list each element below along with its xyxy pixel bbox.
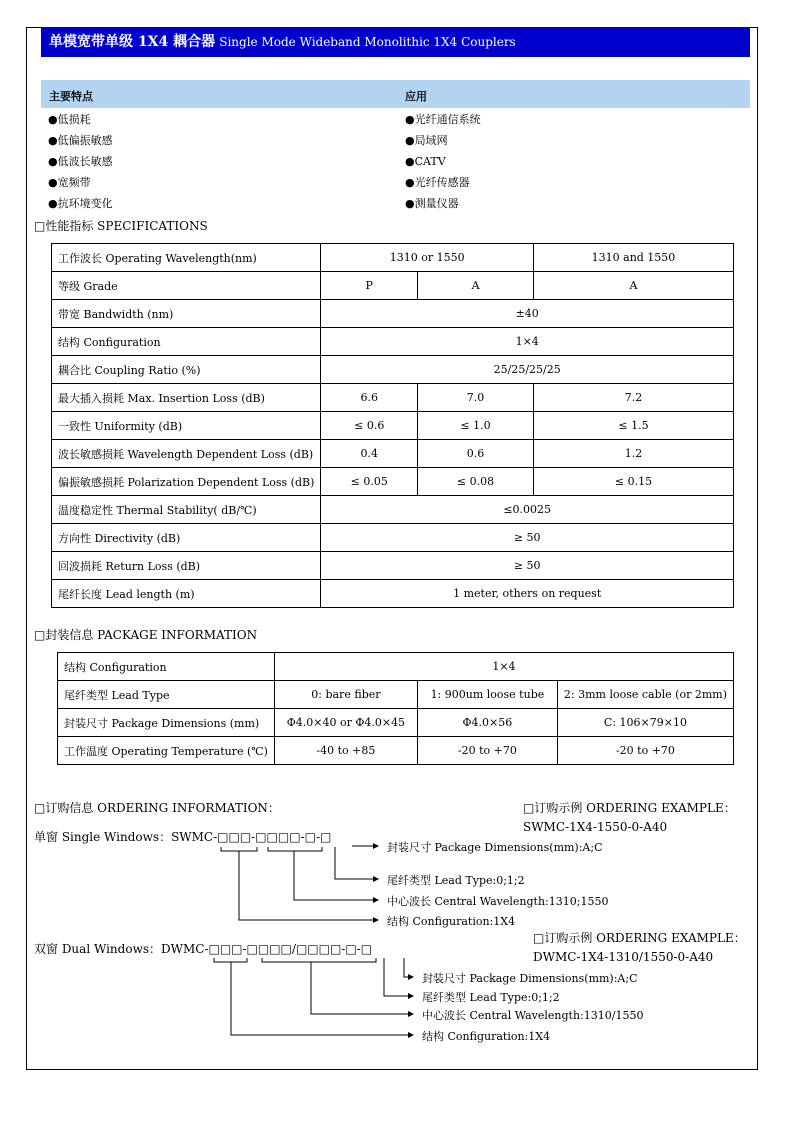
table-cell: 结构 Configuration (58, 653, 275, 681)
single-annotation-wavelength: 中心波长 Central Wavelength:1310;1550 (387, 895, 609, 908)
table-cell: ≤ 0.08 (418, 468, 534, 496)
table-cell: 等级 Grade (52, 272, 321, 300)
table-cell: ≤ 1.0 (418, 412, 534, 440)
dual-example-code: DWMC-1X4-1310/1550-0-A40 (533, 950, 714, 964)
title-cn: 单模宽带单级 1X4 耦合器 (49, 34, 216, 50)
table-cell: ≤ 0.6 (321, 412, 418, 440)
table-cell: -20 to +70 (557, 737, 733, 765)
table-cell: ≥ 50 (321, 552, 734, 580)
table-cell: C: 106×79×10 (557, 709, 733, 737)
table-cell: ≥ 50 (321, 524, 734, 552)
bracket-line (268, 847, 322, 851)
table-cell: 0.4 (321, 440, 418, 468)
single-example-title: □订购示例 ORDERING EXAMPLE： (523, 801, 736, 815)
table-cell: ≤0.0025 (321, 496, 734, 524)
table-cell: 尾纤长度 Lead length (m) (52, 580, 321, 608)
table-cell: ≤ 0.15 (533, 468, 733, 496)
bracket-line (214, 958, 247, 962)
title-en: Single Mode Wideband Monolithic 1X4 Couplers (219, 35, 516, 49)
table-cell: 结构 Configuration (52, 328, 321, 356)
table-cell: 偏振敏感损耗 Polarization Dependent Loss (dB) (52, 468, 321, 496)
table-cell: -40 to +85 (274, 737, 417, 765)
arrow-line (294, 851, 378, 900)
table-cell: 1.2 (533, 440, 733, 468)
table-cell: 2: 3mm loose cable (or 2mm) (557, 681, 733, 709)
table-cell: 温度稳定性 Thermal Stability( dB/℃) (52, 496, 321, 524)
table-cell: 尾纤类型 Lead Type (58, 681, 275, 709)
single-annotation-lead-type: 尾纤类型 Lead Type:0;1;2 (387, 874, 525, 887)
table-cell: Φ4.0×56 (417, 709, 557, 737)
table-cell: 1310 and 1550 (533, 244, 733, 272)
table-cell: P (321, 272, 418, 300)
arrow-line (311, 962, 413, 1014)
table-cell: 封装尺寸 Package Dimensions (mm) (58, 709, 275, 737)
dual-example-title: □订购示例 ORDERING EXAMPLE： (533, 931, 746, 945)
table-cell: Φ4.0×40 or Φ4.0×45 (274, 709, 417, 737)
dual-annotation-lead-type: 尾纤类型 Lead Type:0;1;2 (422, 991, 560, 1004)
dual-annotation-dimensions: 封装尺寸 Package Dimensions(mm):A;C (422, 972, 638, 985)
table-cell: 1 meter, others on request (321, 580, 734, 608)
list-item: ●局域网 (405, 134, 448, 147)
dual-annotation-wavelength: 中心波长 Central Wavelength:1310/1550 (422, 1009, 644, 1022)
table-cell: 0: bare fiber (274, 681, 417, 709)
list-item: ●CATV (405, 155, 446, 168)
single-annotation-configuration: 结构 Configuration:1X4 (387, 915, 516, 928)
arrow-line (335, 847, 378, 879)
list-item: ●测量仪器 (405, 197, 459, 210)
bracket-line (262, 958, 376, 962)
table-cell: 耦合比 Coupling Ratio (%) (52, 356, 321, 384)
single-annotation-dimensions: 封装尺寸 Package Dimensions(mm):A;C (387, 841, 603, 854)
table-cell: 工作温度 Operating Temperature (℃) (58, 737, 275, 765)
table-cell: 方向性 Directivity (dB) (52, 524, 321, 552)
table-cell: 6.6 (321, 384, 418, 412)
table-cell: 25/25/25/25 (321, 356, 734, 384)
table-cell: 1×4 (274, 653, 733, 681)
single-window-code: 单窗 Single Windows：SWMC-□□□-□□□□-□-□ (34, 830, 332, 844)
table-cell: ±40 (321, 300, 734, 328)
list-item: ●抗环境变化 (48, 197, 113, 210)
features-heading: 主要特点 (49, 90, 93, 103)
list-item: ●低损耗 (48, 113, 91, 126)
table-cell: 1310 or 1550 (321, 244, 534, 272)
bracket-line (221, 847, 257, 851)
table-cell: 7.2 (533, 384, 733, 412)
table-cell: 最大插入损耗 Max. Insertion Loss (dB) (52, 384, 321, 412)
table-cell: 波长敏感损耗 Wavelength Dependent Loss (dB) (52, 440, 321, 468)
spec-section-title: □性能指标 SPECIFICATIONS (34, 219, 208, 233)
table-cell: 回波损耗 Return Loss (dB) (52, 552, 321, 580)
table-cell: 1×4 (321, 328, 734, 356)
table-cell: 带宽 Bandwidth (nm) (52, 300, 321, 328)
table-cell: 工作波长 Operating Wavelength(nm) (52, 244, 321, 272)
table-cell: -20 to +70 (417, 737, 557, 765)
table-cell: 1: 900um loose tube (417, 681, 557, 709)
dual-window-code: 双窗 Dual Windows：DWMC-□□□-□□□□/□□□□-□-□ (34, 942, 373, 956)
table-cell: A (533, 272, 733, 300)
dual-annotation-configuration: 结构 Configuration:1X4 (422, 1030, 551, 1043)
list-item: ●光纤通信系统 (405, 113, 481, 126)
table-cell: 一致性 Uniformity (dB) (52, 412, 321, 440)
single-example-code: SWMC-1X4-1550-0-A40 (523, 820, 668, 834)
table-cell: ≤ 0.05 (321, 468, 418, 496)
arrow-line (404, 958, 413, 977)
table-cell: A (418, 272, 534, 300)
table-cell: ≤ 1.5 (533, 412, 733, 440)
list-item: ●低偏振敏感 (48, 134, 113, 147)
table-cell: 7.0 (418, 384, 534, 412)
ordering-title: □订购信息 ORDERING INFORMATION： (34, 801, 280, 815)
arrow-line (239, 851, 378, 920)
package-section-title: □封装信息 PACKAGE INFORMATION (34, 628, 258, 642)
list-item: ●低波长敏感 (48, 155, 113, 168)
table-cell: 0.6 (418, 440, 534, 468)
applications-heading: 应用 (405, 90, 427, 103)
list-item: ●光纤传感器 (405, 176, 470, 189)
arrow-line (231, 962, 413, 1035)
list-item: ●宽频带 (48, 176, 91, 189)
